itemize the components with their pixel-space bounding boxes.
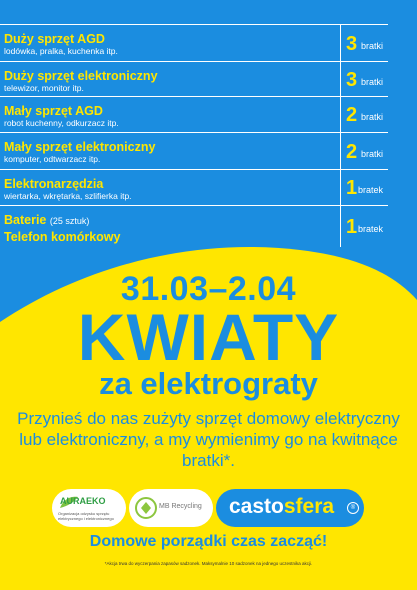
- batteries-label: Baterie: [4, 213, 47, 227]
- row-count: 2: [346, 141, 358, 163]
- row-count: 1: [346, 216, 358, 238]
- promo-date: 31.03–2.04: [120, 270, 297, 308]
- recycle-icon: [135, 496, 157, 520]
- table-row: [0, 61, 388, 97]
- promo-headline: KWIATY: [77, 300, 340, 374]
- auraeko-name: AURAEKO: [60, 496, 106, 506]
- row-subtitle: komputer, odtwarzacz itp.: [4, 154, 101, 164]
- sfera-part: sfera: [283, 495, 335, 518]
- row-subtitle: wiertarka, wkrętarka, szlifierka itp.: [4, 191, 132, 201]
- table-row: [0, 205, 388, 247]
- row-unit: bratki: [361, 77, 384, 87]
- table-row: [0, 24, 388, 62]
- batteries-note: (25 sztuk): [49, 216, 90, 226]
- mb-recycling-name: MB Recycling: [159, 503, 202, 510]
- row-title-phone: Telefon komórkowy: [4, 230, 121, 244]
- row-unit: bratki: [361, 112, 384, 122]
- row-subtitle: telewizor, monitor itp.: [4, 83, 84, 93]
- row-divider: [340, 25, 341, 62]
- auraeko-tagline: Organizacja odzysku sprzętu elektrycznego i elektronicznego: [58, 511, 114, 521]
- row-title: Mały sprzęt AGD: [4, 104, 103, 118]
- row-title: Duży sprzęt AGD: [4, 32, 105, 46]
- row-subtitle: lodówka, pralka, kuchenka itp.: [4, 46, 118, 56]
- row-title: Mały sprzęt elektroniczny: [4, 140, 156, 154]
- row-divider: [340, 170, 341, 206]
- mb-recycling-logo: [129, 489, 213, 527]
- row-count: 3: [346, 33, 358, 55]
- row-unit: bratki: [361, 149, 384, 159]
- auraeko-logo: [52, 489, 126, 527]
- row-count: 3: [346, 69, 358, 91]
- slogan: Domowe porządki czas zacząć!: [89, 533, 328, 550]
- promo-subheadline: za elektrograty: [99, 366, 318, 401]
- table-row: [0, 132, 388, 170]
- row-unit: bratek: [358, 185, 384, 195]
- row-divider: [340, 206, 341, 247]
- table-row: [0, 169, 388, 206]
- row-title-batteries: [4, 213, 89, 227]
- row-divider: [340, 97, 341, 133]
- footnote: *Akcja trwa do wyczerpania zapasów sadzonek. Maksymalnie 10 sadzonek na jednego uczestnika akcji.: [104, 561, 313, 566]
- castosfera-wordmark: [229, 495, 334, 519]
- row-subtitle: robot kuchenny, odkurzacz itp.: [4, 118, 119, 128]
- row-count: 2: [346, 104, 358, 126]
- casto-part: casto: [229, 495, 284, 518]
- row-unit: bratki: [361, 41, 384, 51]
- row-divider: [340, 133, 341, 170]
- table-row: [0, 96, 388, 133]
- registered-mark: ®: [347, 502, 359, 514]
- row-title: Elektronarzędzia: [4, 177, 104, 191]
- row-divider: [340, 62, 341, 97]
- row-title: Duży sprzęt elektroniczny: [4, 69, 158, 83]
- row-unit: bratek: [358, 224, 384, 234]
- row-count: 1: [346, 177, 358, 199]
- promo-body: Przynieś do nas zużyty sprzęt domowy elektryczny lub elektroniczny, a my wymienimy go na kwitnące bratki*.: [17, 409, 400, 470]
- castosfera-logo: [216, 489, 364, 527]
